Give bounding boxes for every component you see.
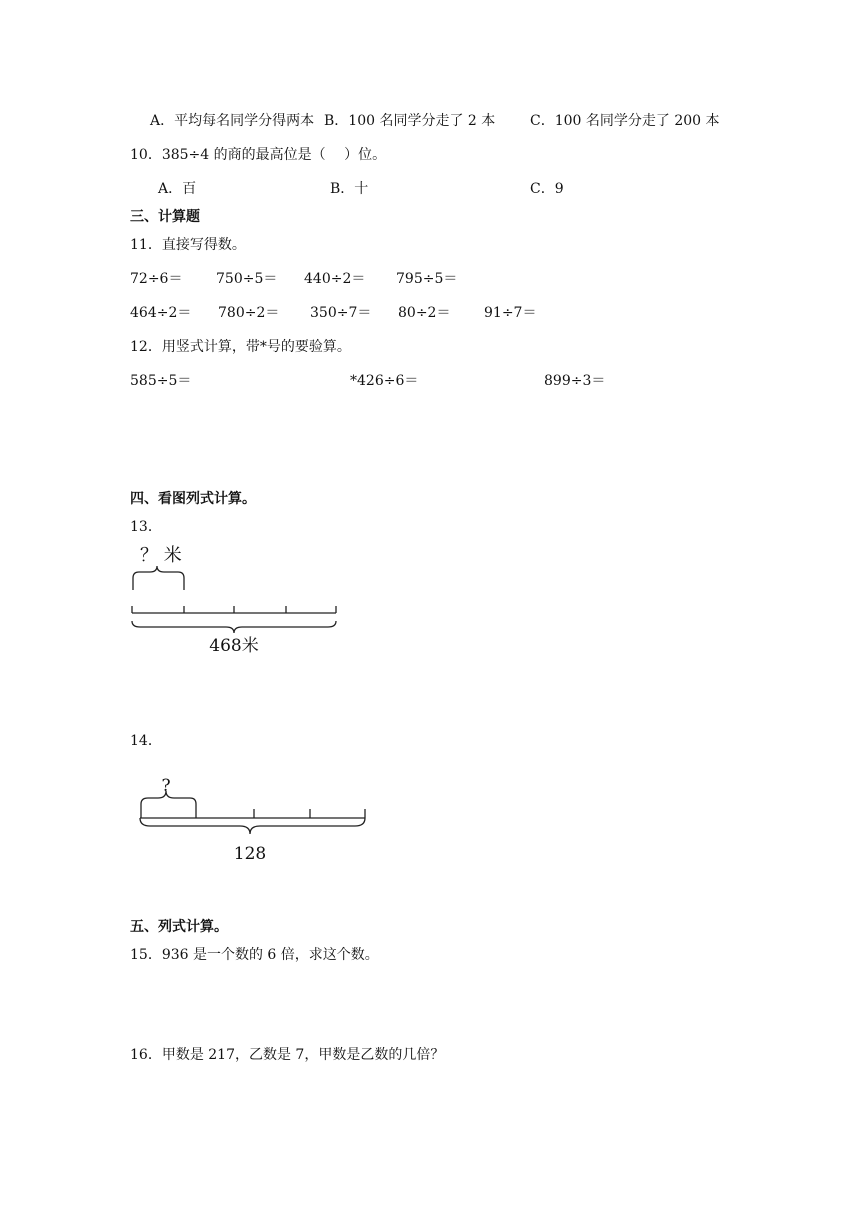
section3-title: 三、计算题: [130, 209, 200, 225]
q9-option-c: C．100 名同学分走了 200 本: [530, 113, 720, 129]
q11-item: 72÷6＝: [130, 271, 183, 287]
q11-item: 350÷7＝: [310, 305, 372, 321]
q11-item: 440÷2＝: [304, 271, 366, 287]
q11-item: 464÷2＝: [130, 305, 192, 321]
q15-stem: 15．936 是一个数的 6 倍，求这个数。: [130, 947, 379, 963]
q11-item: 795÷5＝: [396, 271, 458, 287]
q11-item: 750÷5＝: [216, 271, 278, 287]
q9-option-a: A．平均每名同学分得两本: [150, 113, 315, 129]
section5-title: 五、列式计算。: [130, 919, 228, 935]
q12-item: *426÷6＝: [350, 373, 419, 389]
q11-stem: 11．直接写得数。: [130, 237, 246, 253]
q14-total-label: 128: [233, 844, 267, 864]
section4-title: 四、看图列式计算。: [130, 491, 256, 507]
q13-line-diagram: [128, 542, 348, 656]
q16-stem: 16．甲数是 217，乙数是 7，甲数是乙数的几倍？: [130, 1047, 445, 1063]
q11-item: 780÷2＝: [218, 305, 280, 321]
q11-item: 91÷7＝: [484, 305, 537, 321]
q12-stem: 12．用竖式计算，带*号的要验算。: [130, 339, 351, 355]
q13-total-label: 468米: [209, 636, 259, 656]
q9-option-b: B．100 名同学分走了 2 本: [324, 113, 496, 129]
q13-number: 13．: [130, 519, 162, 535]
q10-option-b: B．十: [330, 181, 369, 197]
q10-option-c: C．9: [530, 181, 564, 197]
q13-bottom-brace: [132, 621, 336, 633]
q14-line-diagram: [136, 774, 376, 864]
q12-item: 585÷5＝: [130, 373, 192, 389]
q13-top-brace: [133, 566, 184, 590]
q13-question-label: ？ 米: [140, 545, 182, 566]
q12-item: 899÷3＝: [544, 373, 606, 389]
q14-bottom-brace: [140, 818, 365, 834]
q14-question-label: ?: [161, 776, 171, 796]
q11-item: 80÷2＝: [398, 305, 451, 321]
q10-stem: 10．385÷4 的商的最高位是（ ）位。: [130, 147, 387, 163]
q10-option-a: A．百: [158, 181, 197, 197]
q14-number: 14．: [130, 733, 162, 749]
